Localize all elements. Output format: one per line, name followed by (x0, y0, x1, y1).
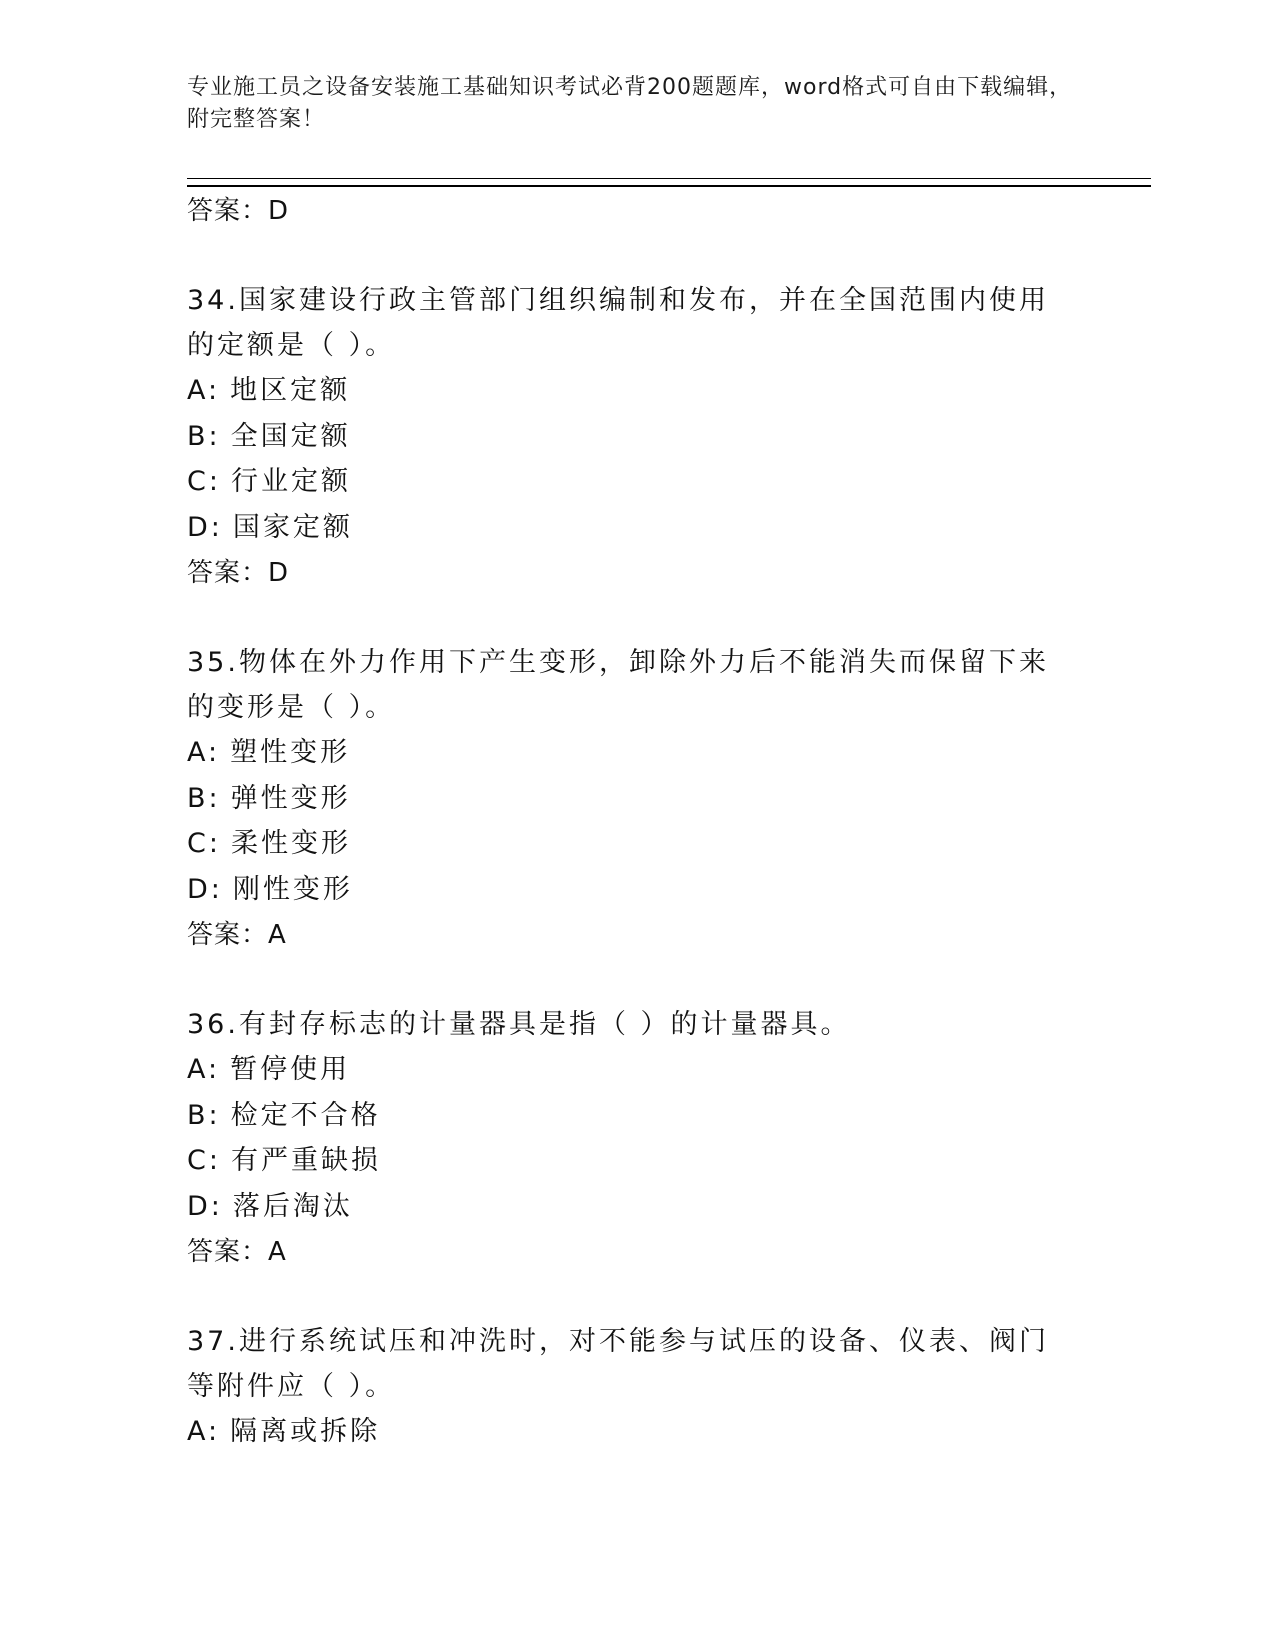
question-stem: 37.进行系统试压和冲洗时，对不能参与试压的设备、仪表、阀门等附件应（ ）。 (187, 1326, 1049, 1402)
option-key: C: (187, 466, 221, 497)
option-a (187, 1047, 1087, 1093)
option-text: 落后淘汰 (232, 1190, 353, 1222)
option-d (187, 867, 1087, 913)
question-35 (187, 640, 1087, 958)
option-key: A: (187, 375, 221, 406)
answer-line: 答案：A (187, 920, 287, 950)
option-text: 暂停使用 (230, 1054, 351, 1085)
document-header: 专业施工员之设备安装施工基础知识考试必背200题题库，word格式可自由下载编辑，附完整答案！ (187, 75, 1073, 132)
question-34 (187, 278, 1087, 596)
question-37 (187, 1319, 1087, 1455)
option-text: 柔性变形 (230, 828, 351, 859)
question-stem: 36.有封存标志的计量器具是指（ ）的计量器具。 (187, 1009, 851, 1040)
option-key: B: (187, 1099, 221, 1131)
answer-line: 答案：A (187, 1237, 287, 1267)
option-key: C: (187, 828, 221, 859)
option-text: 国家定额 (232, 511, 353, 543)
option-text: 弹性变形 (230, 782, 351, 814)
question-36 (187, 1002, 1087, 1275)
header-divider (187, 178, 1151, 187)
answer-line: 答案：D (187, 196, 290, 226)
option-key: A: (187, 1054, 221, 1085)
option-c (187, 821, 1087, 867)
option-key: D: (187, 511, 223, 543)
option-text: 有严重缺损 (230, 1145, 381, 1176)
option-key: C: (187, 1145, 221, 1176)
option-key: A: (187, 737, 221, 768)
option-key: B: (187, 420, 221, 452)
option-key: D: (187, 873, 223, 905)
option-d (187, 505, 1087, 551)
option-c (187, 1138, 1087, 1184)
option-key: A: (187, 1416, 221, 1447)
option-text: 行业定额 (230, 466, 351, 497)
option-text: 地区定额 (230, 375, 351, 406)
answer-line: 答案：D (187, 558, 290, 588)
option-d (187, 1184, 1087, 1230)
question-stem: 35.物体在外力作用下产生变形，卸除外力后不能消失而保留下来的变形是（ ）。 (187, 647, 1049, 723)
option-a (187, 1409, 1087, 1455)
option-c (187, 459, 1087, 505)
option-key: B: (187, 782, 221, 814)
option-a (187, 730, 1087, 776)
option-text: 全国定额 (230, 420, 351, 452)
option-text: 检定不合格 (230, 1099, 381, 1131)
option-a (187, 368, 1087, 414)
option-b (187, 414, 1087, 460)
option-text: 隔离或拆除 (230, 1416, 381, 1447)
option-key: D: (187, 1190, 223, 1222)
option-b (187, 776, 1087, 822)
option-text: 塑性变形 (230, 737, 351, 768)
question-stem: 34.国家建设行政主管部门组织编制和发布，并在全国范围内使用的定额是（ ）。 (187, 285, 1049, 361)
option-text: 刚性变形 (232, 873, 353, 905)
option-b (187, 1093, 1087, 1139)
document-body (187, 188, 1087, 1455)
